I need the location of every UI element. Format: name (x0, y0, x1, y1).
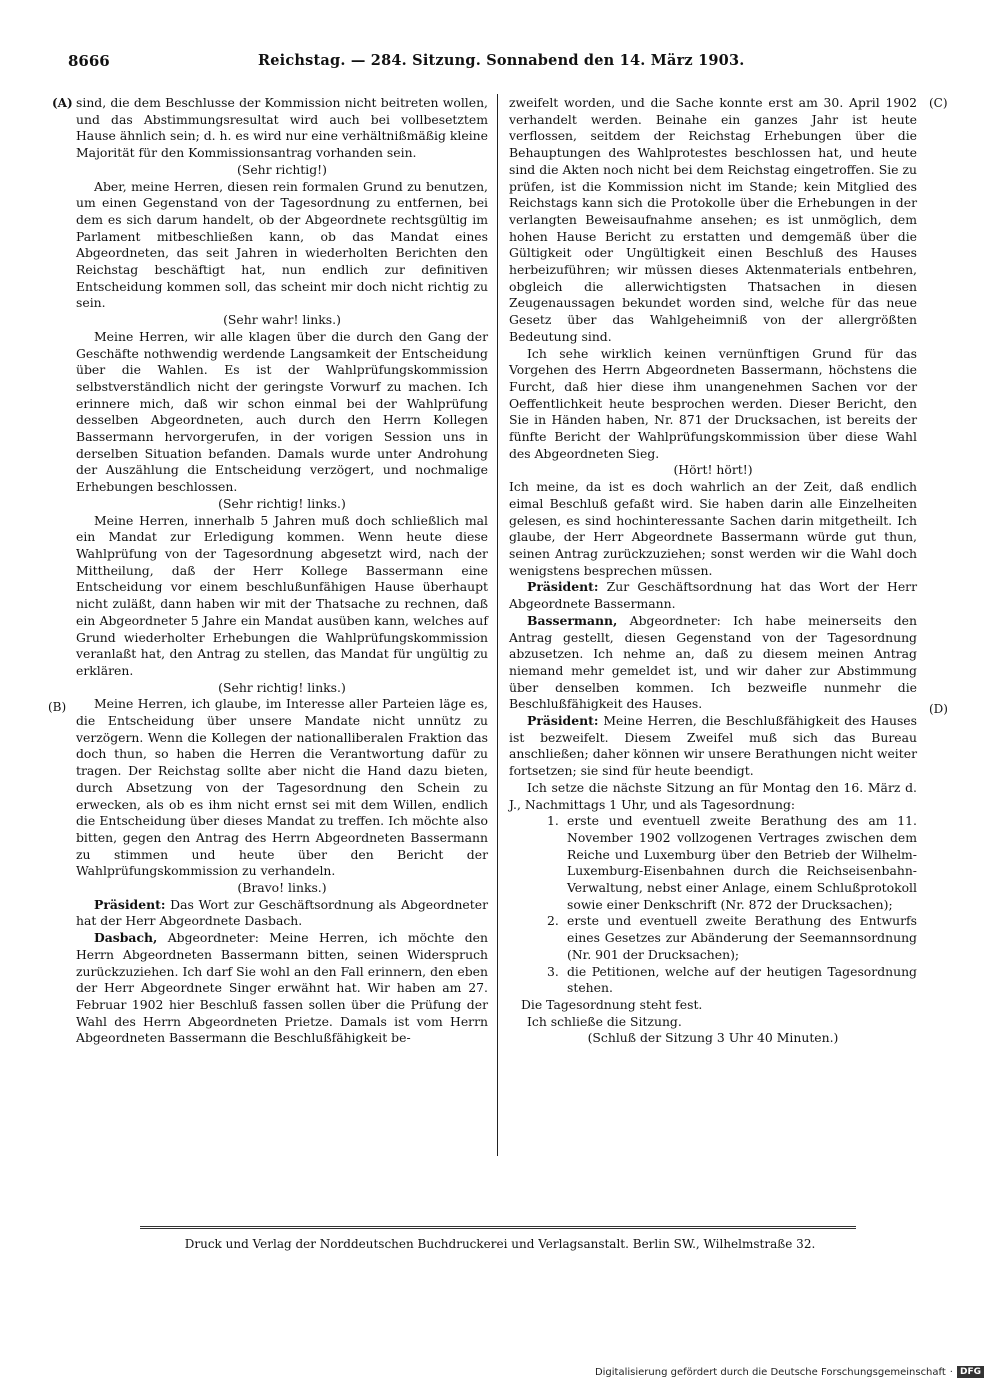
interjection: (Sehr richtig!) (237, 161, 327, 177)
speech-paragraph (509, 713, 917, 780)
agenda-text: die Petitionen, welche auf der heutigen Tagesordnung stehen. (567, 963, 917, 996)
margin-marker-c: (C) (929, 96, 948, 110)
paragraph: Meine Herren, innerhalb 5 Jahren muß doch schließlich mal ein Mandat zur Erledigung kommen. Wenn heute diese Wahlprüfung von der Tagesordnung abgesetzt wird, nach der Mittheilung, daß der Herr Kollege Bassermann eine Entscheidung vor einem beschlußunfähigen Hause überhaupt nicht zuläßt, dann haben wir mit der Thatsache zu rechnen, daß ein Abgeordneter 5 Jahre ein Mandat ausüben kann, welches auf Grund wiederholter Erhebungen die Wahlprüfungskommission veranlaßt hat, den Antrag zu stellen, das Mandat für ungültig zu erklären. (76, 512, 488, 678)
left-column (76, 95, 488, 1047)
paragraph: Meine Herren, ich glaube, im Interesse aller Parteien läge es, die Entscheidung über unsere Mandate nicht unnütz zu verzögern. Wenn die Kollegen der nationalliberalen Fraktion das doch thun, so haben die Herren die Verantwortung dafür zu tragen. Der Reichstag sollte aber nicht die Hand dazu bieten, durch Absetzung von der Tagesordnung den Schein zu erwecken, als ob es ihm nicht ernst sei mit dem Willen, endlich die Entscheidung über dieses Mandat zu treffen. Ich möchte also bitten, gegen den Antrag des Herrn Abgeordneten Bassermann zu stimmen und heute über den Bericht der Wahlprüfungskommission zu verhandeln. (76, 696, 488, 879)
funding-notice-text: Digitalisierung gefördert durch die Deutsche Forschungsgemeinschaft (594, 1366, 946, 1378)
agenda-item (547, 813, 917, 913)
paragraph: sind, die dem Beschlusse der Kommission nicht beitreten wollen, und das Abstimmungsresultat wird auch bei vollbesetztem Hause ähnlich sein; d. h. es wird nur eine verhältnißmäßig kleine Majorität für den Kommissionsantrag vorhanden sein. (76, 95, 488, 161)
agenda-number: 3. (547, 963, 559, 979)
speech-paragraph (76, 930, 488, 1047)
paragraph: zweifelt worden, und die Sache konnte erst am 30. April 1902 verhandelt werden. Beinahe ein ganzes Jahr ist heute verflossen, seitdem der Reichstag Erhebungen über die Behauptungen des Wahlprotestes beschlossen hat, und heute sind die Akten noch nicht bei dem Reichstag eingetroffen. Sie zu prüfen, ist die Kommission nicht im Stande; kein Mitglied des Reichstags kann sich die Protokolle über die Erhebungen in der verlangten Beweisaufnahme ansehen; es ist unmöglich, dem hohen Hause Bericht zu erstatten und demgemäß über die Gültigkeit oder Ungültigkeit einen Beschluß des Hauses herbeizuführen; wir müssen dieses Aktenmaterials entbehren, obgleich die allerwichtigsten Thatsachen in diesen Zeugenaussagen bekundet worden sind, welche für das neue Gesetz über das Wahlgeheimniß von der allergrößten Bedeutung sind. (509, 95, 917, 344)
speaker-name: Präsident: (527, 713, 599, 729)
speaker-name: Präsident: (527, 579, 599, 595)
footer-rule (140, 1228, 856, 1229)
speaker-name: Präsident: (94, 896, 166, 912)
speech-paragraph (76, 897, 488, 930)
dfg-logo-icon: · (949, 1366, 953, 1378)
speech-text: Abgeordneter: Meine Herren, ich möchte den Herrn Abgeordneten Bassermann bitten, seinen Widerspruch zurückzuziehen. Ich darf Sie wohl an den Fall erinnern, den eben der Herr Abgeordnete Singer erwähnt hat. Wir haben am 27. Februar 1902 hier Beschluß fassen sollen über die Prüfung der Wahl des Herrn Abgeordneten Prietze. Damals ist vom Herrn Abgeordneten Bassermann die Beschlußfähigkeit be- (76, 930, 488, 1046)
page-number: 8666 (68, 52, 110, 70)
paragraph: Ich meine, da ist es doch wahrlich an der Zeit, daß endlich eimal Beschluß gefaßt wird. Sie haben darin alle Einzelheiten gelesen, es sind hochinteressante Sachen darin mitgetheilt. Ich glaube, der Herr Abgeordnete Bassermann würde gut thun, seinen Antrag zurückzuziehen; sonst werden wir die Wahl doch wenigstens besprechen müssen. (509, 479, 917, 578)
paragraph: Ich schließe die Sitzung. (527, 1013, 682, 1029)
agenda-list (509, 813, 917, 997)
speech-text: Das Wort zur Geschäftsordnung als Abgeordneter hat der Herr Abgeordnete Dasbach. (76, 896, 488, 929)
funding-notice (595, 1366, 984, 1378)
paragraph: Ich sehe wirklich keinen vernünftigen Grund für das Vorgehen des Herrn Abgeordneten Bassermann, höchstens die Furcht, daß hier diese ihm unangenehmen Sachen vor der Oeffentlichkeit heute besprochen werden. Dieser Bericht, den Sie in Händen haben, Nr. 871 der Drucksachen, ist bereits der fünfte Bericht der Wahlprüfungskommission über diese Wahl des Abgeordneten Sieg. (509, 345, 917, 461)
right-column (509, 95, 917, 1047)
speech-text: Zur Geschäftsordnung hat das Wort der Herr Abgeordnete Bassermann. (509, 579, 917, 612)
agenda-text: erste und eventuell zweite Berathung des Entwurfs eines Gesetzes zur Abänderung der Seemannsordnung (Nr. 901 der Drucksachen); (567, 913, 917, 962)
running-header (68, 52, 930, 72)
printer-imprint: Druck und Verlag der Norddeutschen Buchdruckerei und Verlagsanstalt. Berlin SW., Wilhelmstraße 32. (184, 1237, 816, 1251)
footer-rule (140, 1226, 856, 1227)
agenda-number: 2. (547, 913, 559, 929)
paragraph: Aber, meine Herren, diesen rein formalen Grund zu benutzen, um einen Gegenstand von der Tagesordnung zu entfernen, bei dem es sich darum handelt, ob der Abgeordnete rechtsgültig im Parlament mitbeschließen kann, ob das Mandat eines Abgeordneten, das seit Jahren in wiederholten Berichten den Reichstag beschäftigt hat, nun endlich zur definitiven Entscheidung kommen soll, das scheint mir doch nicht richtig zu sein. (76, 178, 488, 311)
column-divider (497, 94, 498, 1156)
interjection: (Hört! hört!) (673, 462, 753, 478)
interjection: (Sehr richtig! links.) (218, 679, 346, 695)
speaker-name: Bassermann, (527, 612, 618, 628)
agenda-number: 1. (547, 813, 559, 829)
margin-marker-b: (B) (48, 700, 67, 714)
paragraph: Die Tagesordnung steht fest. (521, 996, 703, 1012)
interjection: (Sehr richtig! links.) (218, 495, 346, 511)
speech-text: Meine Herren, die Beschlußfähigkeit des Hauses ist bezweifelt. Diesem Zweifel muß sich das Bureau anschließen; daher können wir unsere Berathungen nicht weiter fortsetzen; sie sind für heute beendigt. (509, 713, 917, 779)
speech-text: Abgeordneter: Ich habe meinerseits den Antrag gestellt, diesen Gegenstand von der Tagesordnung abzusetzen. Ich nehme an, daß zu diesem meinen Antrag niemand mehr gemeldet ist, und wir daher zur Abstimmung über denselben kommen. Ich bezweifle nunmehr die Beschlußfähigkeit des Hauses. (509, 612, 917, 712)
interjection: (Bravo! links.) (237, 880, 327, 896)
margin-marker-d: (D) (929, 702, 948, 716)
agenda-item (547, 913, 917, 963)
speaker-name: Dasbach, (94, 930, 158, 946)
margin-marker-a: (A) (52, 96, 73, 110)
dfg-logo: DFG (957, 1366, 984, 1378)
agenda-item (547, 963, 917, 997)
header-title: Reichstag. — 284. Sitzung. Sonnabend den 14. März 1903. (258, 52, 745, 69)
speech-paragraph (509, 579, 917, 612)
agenda-text: erste und eventuell zweite Berathung des am 11. November 1902 vollzogenen Vertrages zwischen dem Reiche und Luxemburg über den Betrieb der Wilhelm-Luxemburg-Eisenbahnen durch die Reichseisenbahn-Verwaltung, nebst einer Anlage, einem Schlußprotokoll sowie einer Denkschrift (Nr. 872 der Drucksachen); (567, 813, 917, 912)
speech-paragraph (509, 613, 917, 713)
session-close-note: (Schluß der Sitzung 3 Uhr 40 Minuten.) (587, 1030, 839, 1046)
paragraph: Ich setze die nächste Sitzung an für Montag den 16. März d. J., Nachmittags 1 Uhr, und als Tagesordnung: (509, 779, 917, 812)
interjection: (Sehr wahr! links.) (223, 312, 341, 328)
paragraph: Meine Herren, wir alle klagen über die durch den Gang der Geschäfte nothwendig werdende Langsamkeit der Entscheidung über die Wahlen. Es ist der Wahlprüfungskommission selbstverständlich nicht der geringste Vorwurf zu machen. Ich erinnere mich, daß wir schon einmal bei der Wahlprüfung desselben Abgeordneten, auch durch den Herrn Kollegen Bassermann hervorgerufen, in der vorigen Session uns in derselben Situation befanden. Damals wurde unter Androhung der Auszählung die Entscheidung verzögert, und nochmalige Erhebungen beschlossen. (76, 328, 488, 495)
